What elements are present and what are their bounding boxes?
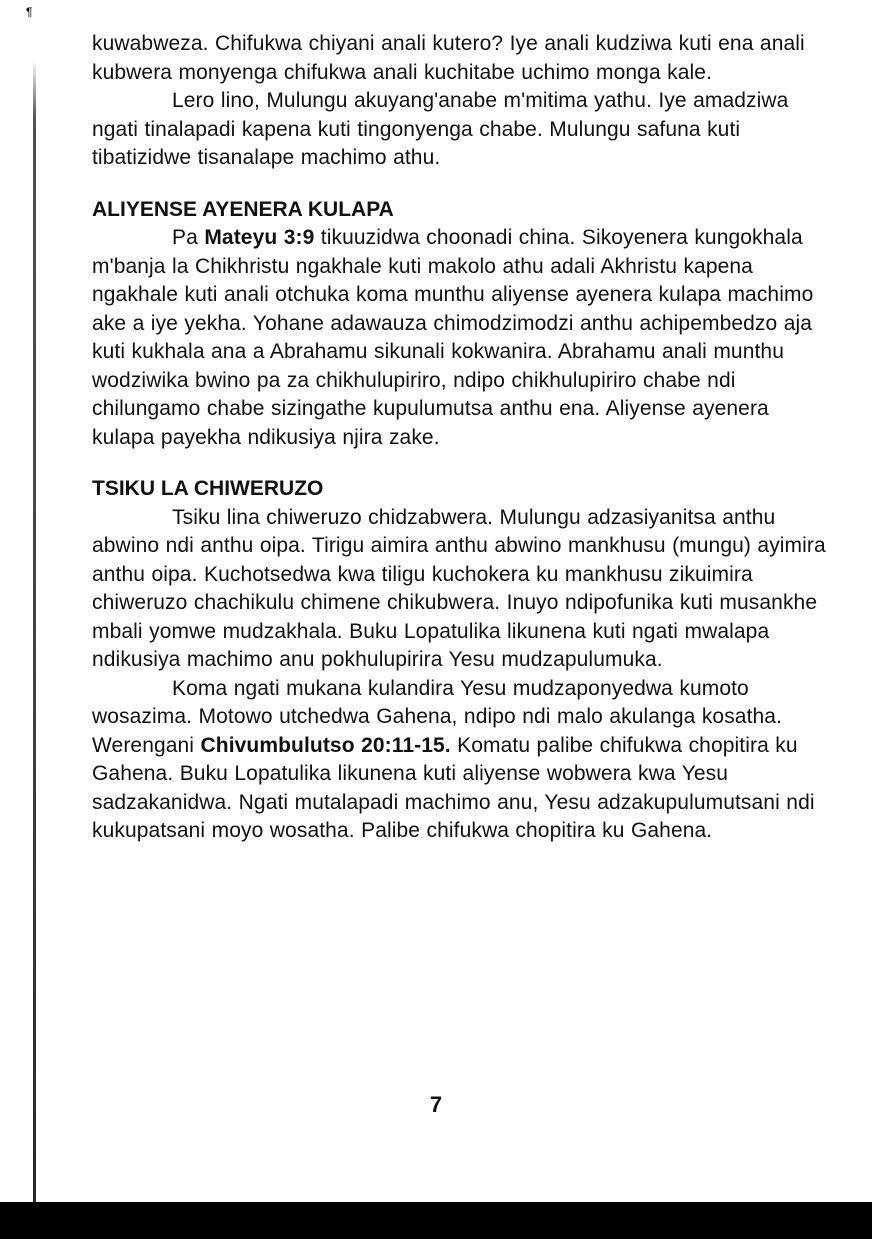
scripture-reference-mateyu: Mateyu 3:9 <box>204 226 315 249</box>
paragraph-5-lead: Koma ngati mukana kulandira Yesu mudzaponyedwa kumoto wosazima. Motowo utchedwa Gahena, ndipo ndi malo akulanga kosatha. Werengani <box>92 676 783 757</box>
page-body <box>92 30 832 846</box>
paragraph-3 <box>92 224 832 452</box>
paragraph-4: Tsiku lina chiweruzo chidzabwera. Mulungu adzasiyanitsa anthu abwino ndi anthu oipa. Tirigu aimira anthu abwino mankhusu (mungu) ayimira anthu oipa. Kuchotsedwa kwa tiligu kuchokera ku mankhusu zikuimira chiweruzo chachikulu chimene chikubwera. Inuyo ndipofunika kuti musankhe mbali yomwe mudzakhala. Buku Lopatulika likunena kuti ngati mwalapa ndikusiya machimo anu pokhulupirira Yesu mudzapulumuka. <box>92 505 826 671</box>
paragraph-5 <box>92 675 832 846</box>
page-number: 7 <box>429 1092 443 1117</box>
paragraph-5-body: Komatu palibe chifukwa chopitira ku Gahena. Buku Lopatulika likunena kuti aliyense wobwera kwa Yesu sadzakanidwa. Ngati mutalapadi machimo anu, Yesu adzakupulumutsani ndi kukupatsani moyo wosatha. Palibe chifukwa chopitira ku Gahena. <box>92 733 815 842</box>
paragraph-2: Lero lino, Mulungu akuyang'anabe m'mitima yathu. Iye amadziwa ngati tinalapadi kapena kuti tingonyenga chabe. Mulungu safuna kuti tibatizidwe tisanalape machimo athu. <box>92 89 789 169</box>
scan-bottom-border <box>0 1202 872 1239</box>
section-heading-tsiku: TSIKU LA CHIWERUZO <box>92 477 324 500</box>
paragraph-3-body: tikuuzidwa choonadi china. Sikoyenera kungokhala m'banja la Chikhristu ngakhale kuti makolo athu adali Akhristu kapena ngakhale kuti anali otchuka koma munthu aliyense ayenera kulapa machimo ake a iye yekha. Yohane adawauza chimodzimodzi anthu achipembedzo aja kuti kukhala ana a Abrahamu sikunali kokwanira. Abrahamu anali munthu wodziwika bwino pa za chikhulupiriro, ndipo chikhulupiriro chabe ndi chilungamo chabe sizingathe kupulumutsa anthu ena. Aliyense ayenera kulapa payekha ndikusiya njira zake. <box>92 226 814 449</box>
binding-mark: ¶ <box>26 5 33 19</box>
binding-shadow-line <box>33 60 36 1210</box>
paragraph-3-lead: Pa <box>172 226 205 249</box>
scripture-reference-chivumbulutso: Chivumbulutso 20:11-15. <box>200 733 451 757</box>
section-gap <box>92 173 832 196</box>
paragraph-1: kuwabweza. Chifukwa chiyani anali kutero? Iye anali kudziwa kuti ena anali kubwera monyenga chifukwa anali kuchitabe uchimo monga kale. <box>92 32 805 84</box>
section-heading-aliyense: ALIYENSE AYENERA KULAPA <box>92 197 394 221</box>
section-gap <box>92 452 832 475</box>
